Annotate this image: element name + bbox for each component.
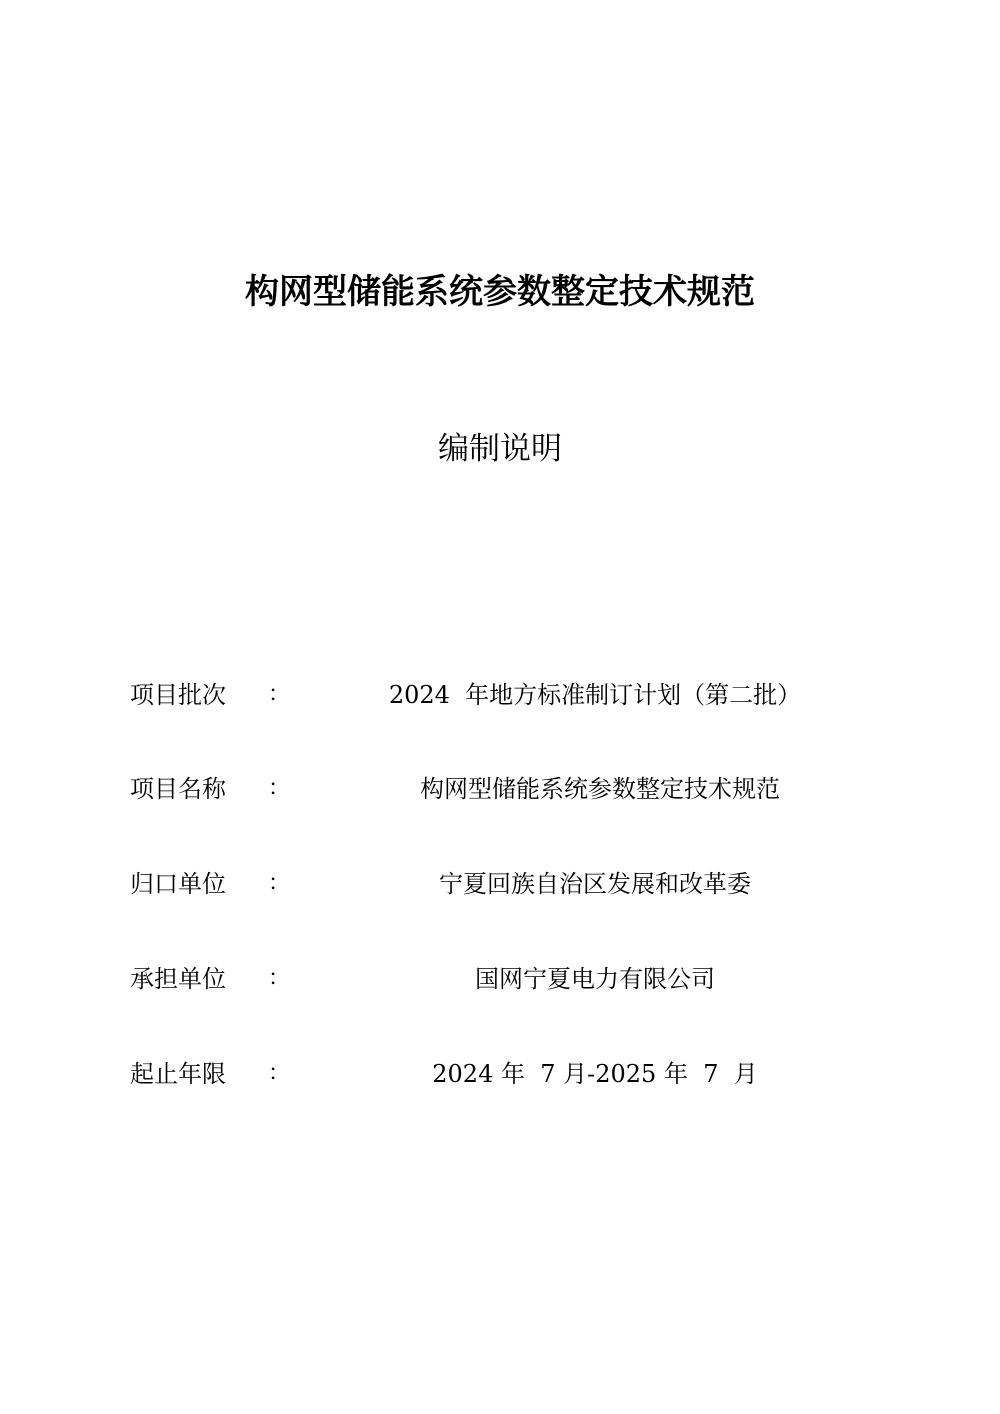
- info-label-undertaking-unit: 承担单位: [130, 965, 226, 993]
- info-colon: ：: [268, 966, 291, 991]
- info-row-duration: [0, 1054, 1000, 1094]
- info-value-batch: 2024 年地方标准制订计划（第二批）: [388, 681, 802, 709]
- info-colon: ：: [268, 1061, 291, 1086]
- document-subtitle: 编制说明: [438, 431, 562, 467]
- info-label-project-name: 项目名称: [130, 775, 226, 803]
- document-title: 构网型储能系统参数整定技术规范: [245, 272, 755, 312]
- info-row-project-name: [0, 769, 1000, 809]
- info-colon: ：: [268, 871, 291, 896]
- info-label-batch: 项目批次: [130, 681, 226, 709]
- info-value-project-name: 构网型储能系统参数整定技术规范: [420, 775, 780, 803]
- info-colon: ：: [268, 682, 291, 707]
- info-value-responsible-unit: 宁夏回族自治区发展和改革委: [439, 870, 751, 898]
- info-row-responsible-unit: [0, 864, 1000, 904]
- info-value-undertaking-unit: 国网宁夏电力有限公司: [475, 965, 715, 993]
- info-label-duration: 起止年限: [130, 1060, 226, 1088]
- info-label-responsible-unit: 归口单位: [130, 870, 226, 898]
- info-row-batch: [0, 675, 1000, 715]
- info-row-undertaking-unit: [0, 959, 1000, 999]
- info-colon: ：: [268, 776, 291, 801]
- info-value-duration: 2024 年 7 月-2025 年 7 月: [432, 1060, 758, 1088]
